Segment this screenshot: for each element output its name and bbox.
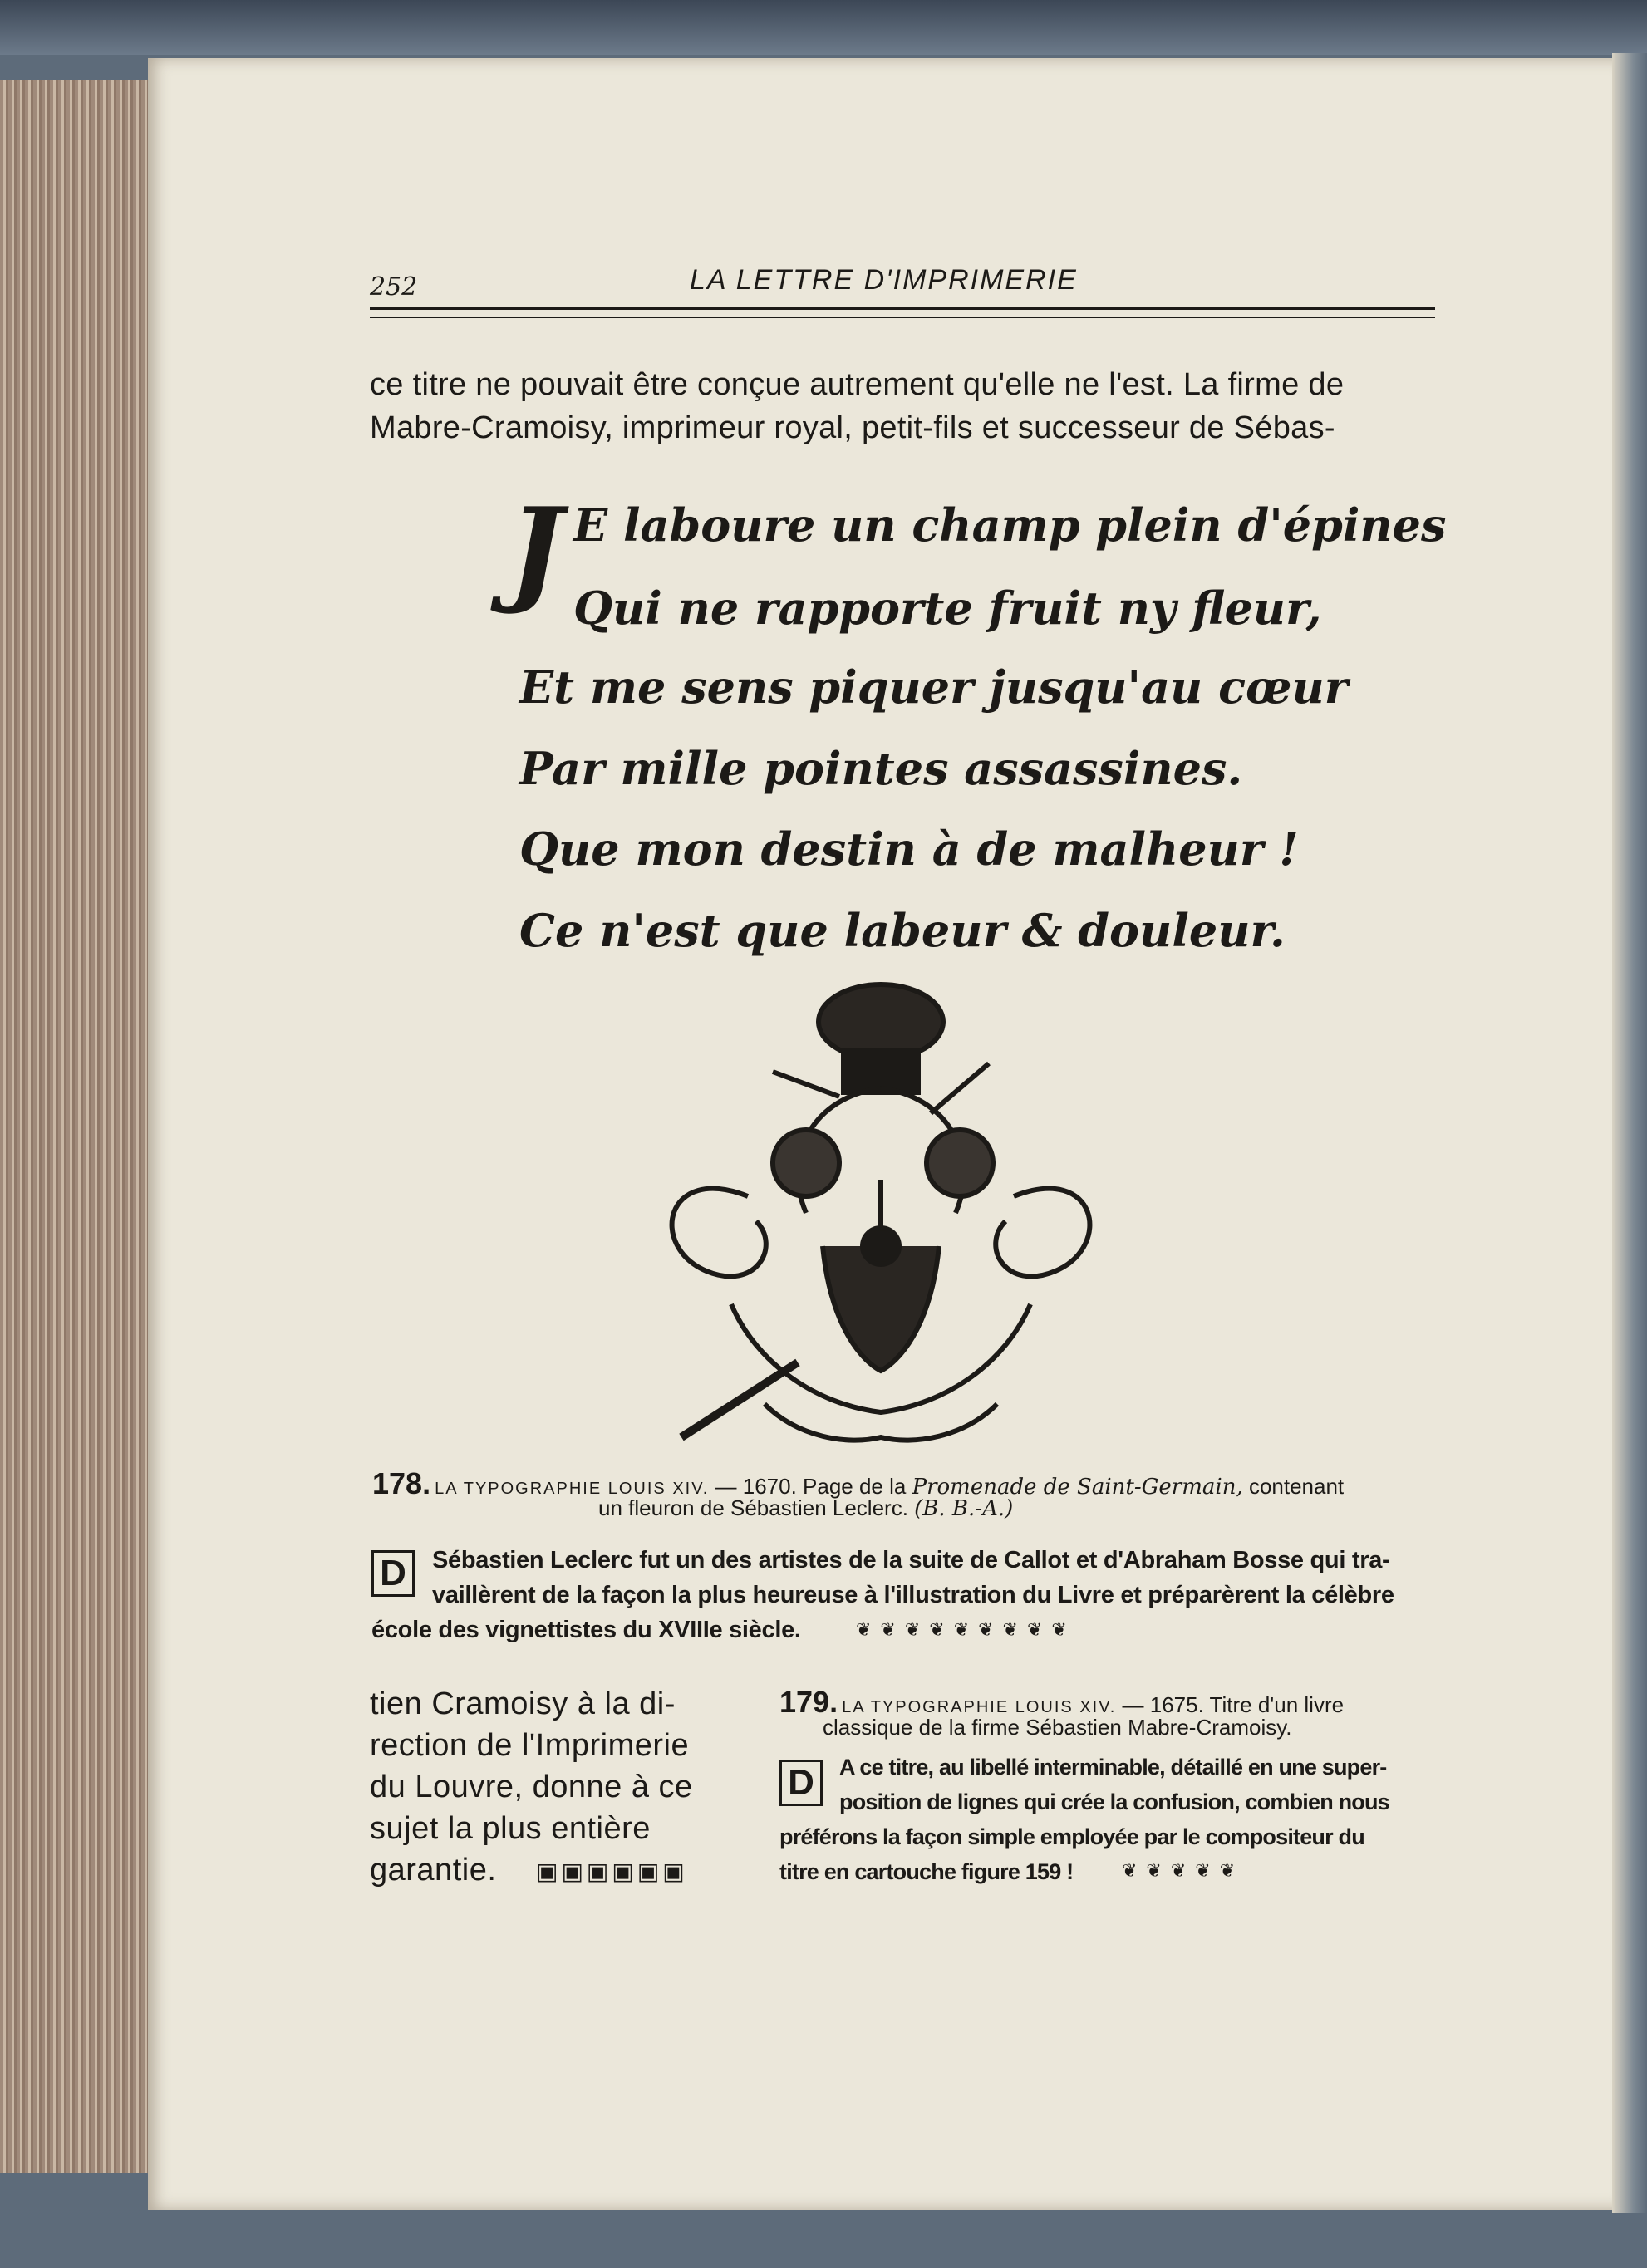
note-179-line-3: préférons la façon simple employée par le compositeur du	[779, 1824, 1364, 1849]
book-gutter	[1612, 53, 1647, 2213]
caption-179-text: — 1675. Titre d'un livre	[1116, 1692, 1345, 1717]
note-179-line-1: A ce titre, au libellé interminable, détaillé en une super-	[839, 1755, 1387, 1780]
caption-179-label: LA TYPOGRAPHIE LOUIS XIV.	[842, 1698, 1117, 1716]
caption-178-number: 178.	[372, 1466, 431, 1500]
caption-178-line2-text: un fleuron de Sébastien Leclerc.	[598, 1495, 915, 1520]
left-col-square-ornaments: ▣▣▣▣▣▣	[536, 1858, 688, 1885]
note-178-line-3: école des vignettistes du XVIIIe siècle.	[371, 1617, 801, 1643]
poem-line-4: Par mille pointes assassines.	[519, 742, 1243, 795]
note-178-line-2: vaillèrent de la façon la plus heureuse à l'illustration du Livre et préparèrent la célèbre	[432, 1582, 1394, 1608]
caption-178-title: Promenade de Saint-Germain,	[912, 1475, 1243, 1500]
header-rule-thin	[370, 317, 1435, 318]
poem-line-3: Et me sens piquer jusqu'au cœur	[519, 660, 1349, 714]
running-title: LA LETTRE D'IMPRIMERIE	[690, 264, 1078, 296]
book-cover-edge	[0, 0, 1647, 55]
caption-178-line2	[598, 1495, 1013, 1521]
fleuron-ornament	[632, 972, 1130, 1462]
body-line-2: Mabre-Cramoisy, imprimeur royal, petit-fils et successeur de Sébas-	[370, 410, 1335, 445]
note-179-line-2: position de lignes qui crée la confusion, combien nous	[839, 1789, 1389, 1814]
caption-178-credit: (B. B.-A.)	[914, 1496, 1014, 1521]
left-col-line-5: garantie.	[370, 1853, 497, 1888]
left-col-line-2: rection de l'Imprimerie	[370, 1728, 690, 1763]
body-line-1: ce titre ne pouvait être conçue autrement qu'elle ne l'est. La firme de	[370, 367, 1345, 402]
caption-179-number: 179.	[779, 1685, 838, 1719]
note-178-line-1: Sébastien Leclerc fut un des artistes de la suite de Callot et d'Abraham Bosse qui tra-	[432, 1547, 1390, 1573]
note-179-dropcap: D	[779, 1760, 823, 1806]
note-178-dropcap: D	[371, 1550, 415, 1597]
note-179-ornaments: ❦ ❦ ❦ ❦ ❦	[1122, 1861, 1237, 1882]
caption-179-line2: classique de la firme Sébastien Mabre-Cramoisy.	[823, 1715, 1292, 1740]
caption-178-text: — 1670. Page de la	[709, 1474, 912, 1499]
caption-178-label: LA TYPOGRAPHIE LOUIS XIV.	[435, 1480, 710, 1498]
caption-178-text2: contenant	[1242, 1474, 1345, 1499]
poem-dropcap: J	[509, 482, 563, 617]
page-number: 252	[370, 272, 418, 302]
note-178-ornaments: ❦ ❦ ❦ ❦ ❦ ❦ ❦ ❦ ❦	[856, 1620, 1069, 1641]
left-col-line-1: tien Cramoisy à la di-	[370, 1686, 676, 1721]
left-col-line-3: du Louvre, donne à ce	[370, 1770, 693, 1804]
poem-line-5: Que mon destin à de malheur !	[519, 822, 1299, 876]
page-stack-edges	[0, 80, 158, 2173]
poem-line-6: Ce n'est que labeur & douleur.	[519, 904, 1286, 957]
left-col-line-4: sujet la plus entière	[370, 1811, 651, 1846]
poem-line-2: Qui ne rapporte fruit ny fleur,	[573, 582, 1322, 635]
poem-line-1: E laboure un champ plein d'épines	[573, 498, 1447, 552]
note-179-line-4: titre en cartouche figure 159 !	[779, 1859, 1074, 1884]
header-rule	[370, 307, 1435, 310]
